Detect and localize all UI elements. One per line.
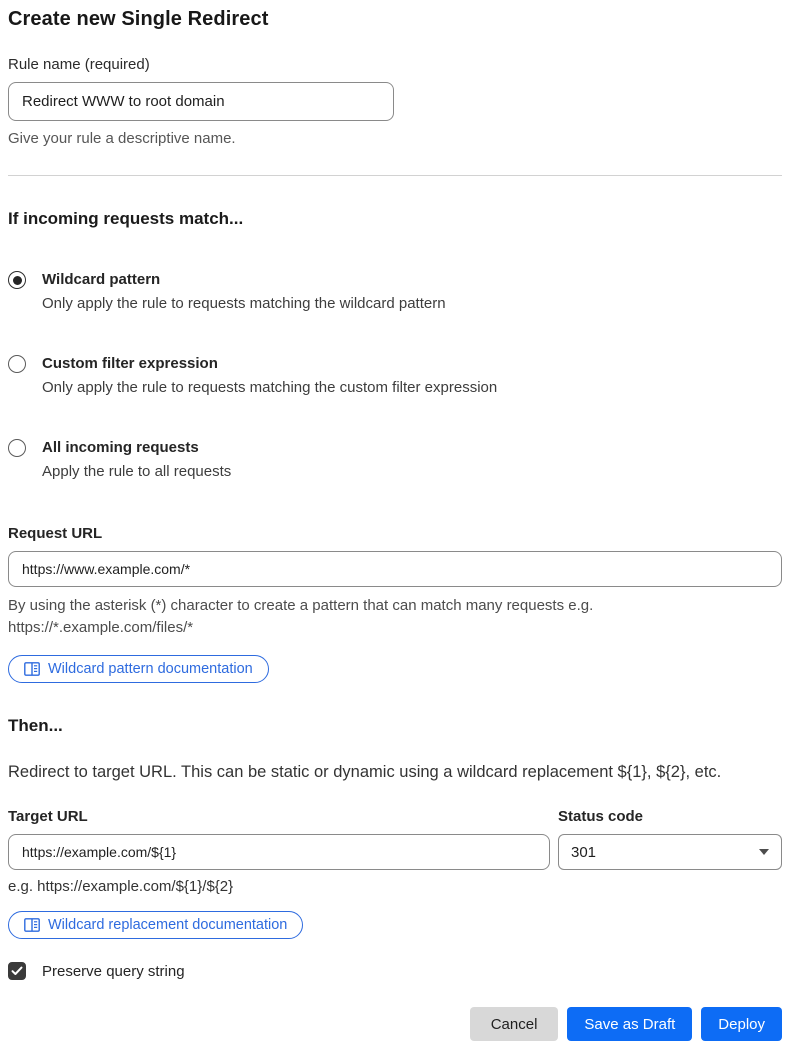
radio-description: Apply the rule to all requests [42, 463, 232, 480]
radio-label: Custom filter expression [42, 355, 218, 372]
preserve-query-string-row[interactable] [8, 962, 782, 980]
chevron-down-icon [759, 849, 769, 855]
match-section-heading: If incoming requests match... [8, 209, 244, 228]
status-code-value: 301 [571, 843, 597, 861]
request-url-label: Request URL [8, 525, 103, 542]
open-book-icon [24, 662, 40, 676]
then-section-description: Redirect to target URL. This can be static or dynamic using a wildcard replacement ${1}, ${2}, etc. [8, 763, 722, 781]
radio-description: Only apply the rule to requests matching the wildcard pattern [42, 295, 446, 312]
target-url-input[interactable] [8, 834, 550, 870]
save-as-draft-button[interactable]: Save as Draft [567, 1007, 692, 1041]
page-title: Create new Single Redirect [8, 8, 269, 30]
cancel-button[interactable]: Cancel [470, 1007, 559, 1041]
radio-option-wildcard-pattern[interactable] [8, 270, 782, 314]
status-code-label: Status code [558, 808, 644, 825]
radio-option-all-incoming-requests[interactable] [8, 438, 782, 482]
radio-option-custom-filter-expression[interactable] [8, 354, 782, 398]
section-divider [8, 175, 782, 176]
request-url-helper-line1: By using the asterisk (*) character to create a pattern that can match many requests e.g. [8, 597, 594, 614]
request-url-helper [8, 595, 782, 639]
target-url-label: Target URL [8, 808, 88, 825]
deploy-button[interactable]: Deploy [701, 1007, 782, 1041]
checkbox-checked-icon[interactable] [8, 962, 26, 980]
open-book-icon [24, 918, 40, 932]
doc-button-label: Wildcard replacement documentation [48, 917, 288, 933]
rule-name-label: Rule name (required) [8, 56, 150, 73]
wildcard-replacement-documentation-button[interactable] [8, 911, 303, 939]
rule-name-helper: Give your rule a descriptive name. [8, 130, 236, 147]
request-url-helper-line2: https://*.example.com/files/* [8, 619, 194, 636]
status-code-select[interactable] [558, 834, 782, 870]
rule-name-input[interactable] [8, 82, 394, 121]
request-url-input[interactable] [8, 551, 782, 587]
then-section-heading: Then... [8, 716, 63, 735]
preserve-query-string-label: Preserve query string [42, 962, 185, 980]
radio-button-icon[interactable] [8, 271, 26, 289]
radio-label: All incoming requests [42, 439, 199, 456]
doc-button-label: Wildcard pattern documentation [48, 661, 253, 677]
wildcard-pattern-documentation-button[interactable] [8, 655, 269, 683]
radio-button-icon[interactable] [8, 439, 26, 457]
radio-label: Wildcard pattern [42, 271, 161, 288]
target-url-helper: e.g. https://example.com/${1}/${2} [8, 878, 234, 895]
radio-description: Only apply the rule to requests matching the custom filter expression [42, 379, 498, 396]
radio-button-icon[interactable] [8, 355, 26, 373]
footer-actions [8, 1007, 782, 1041]
